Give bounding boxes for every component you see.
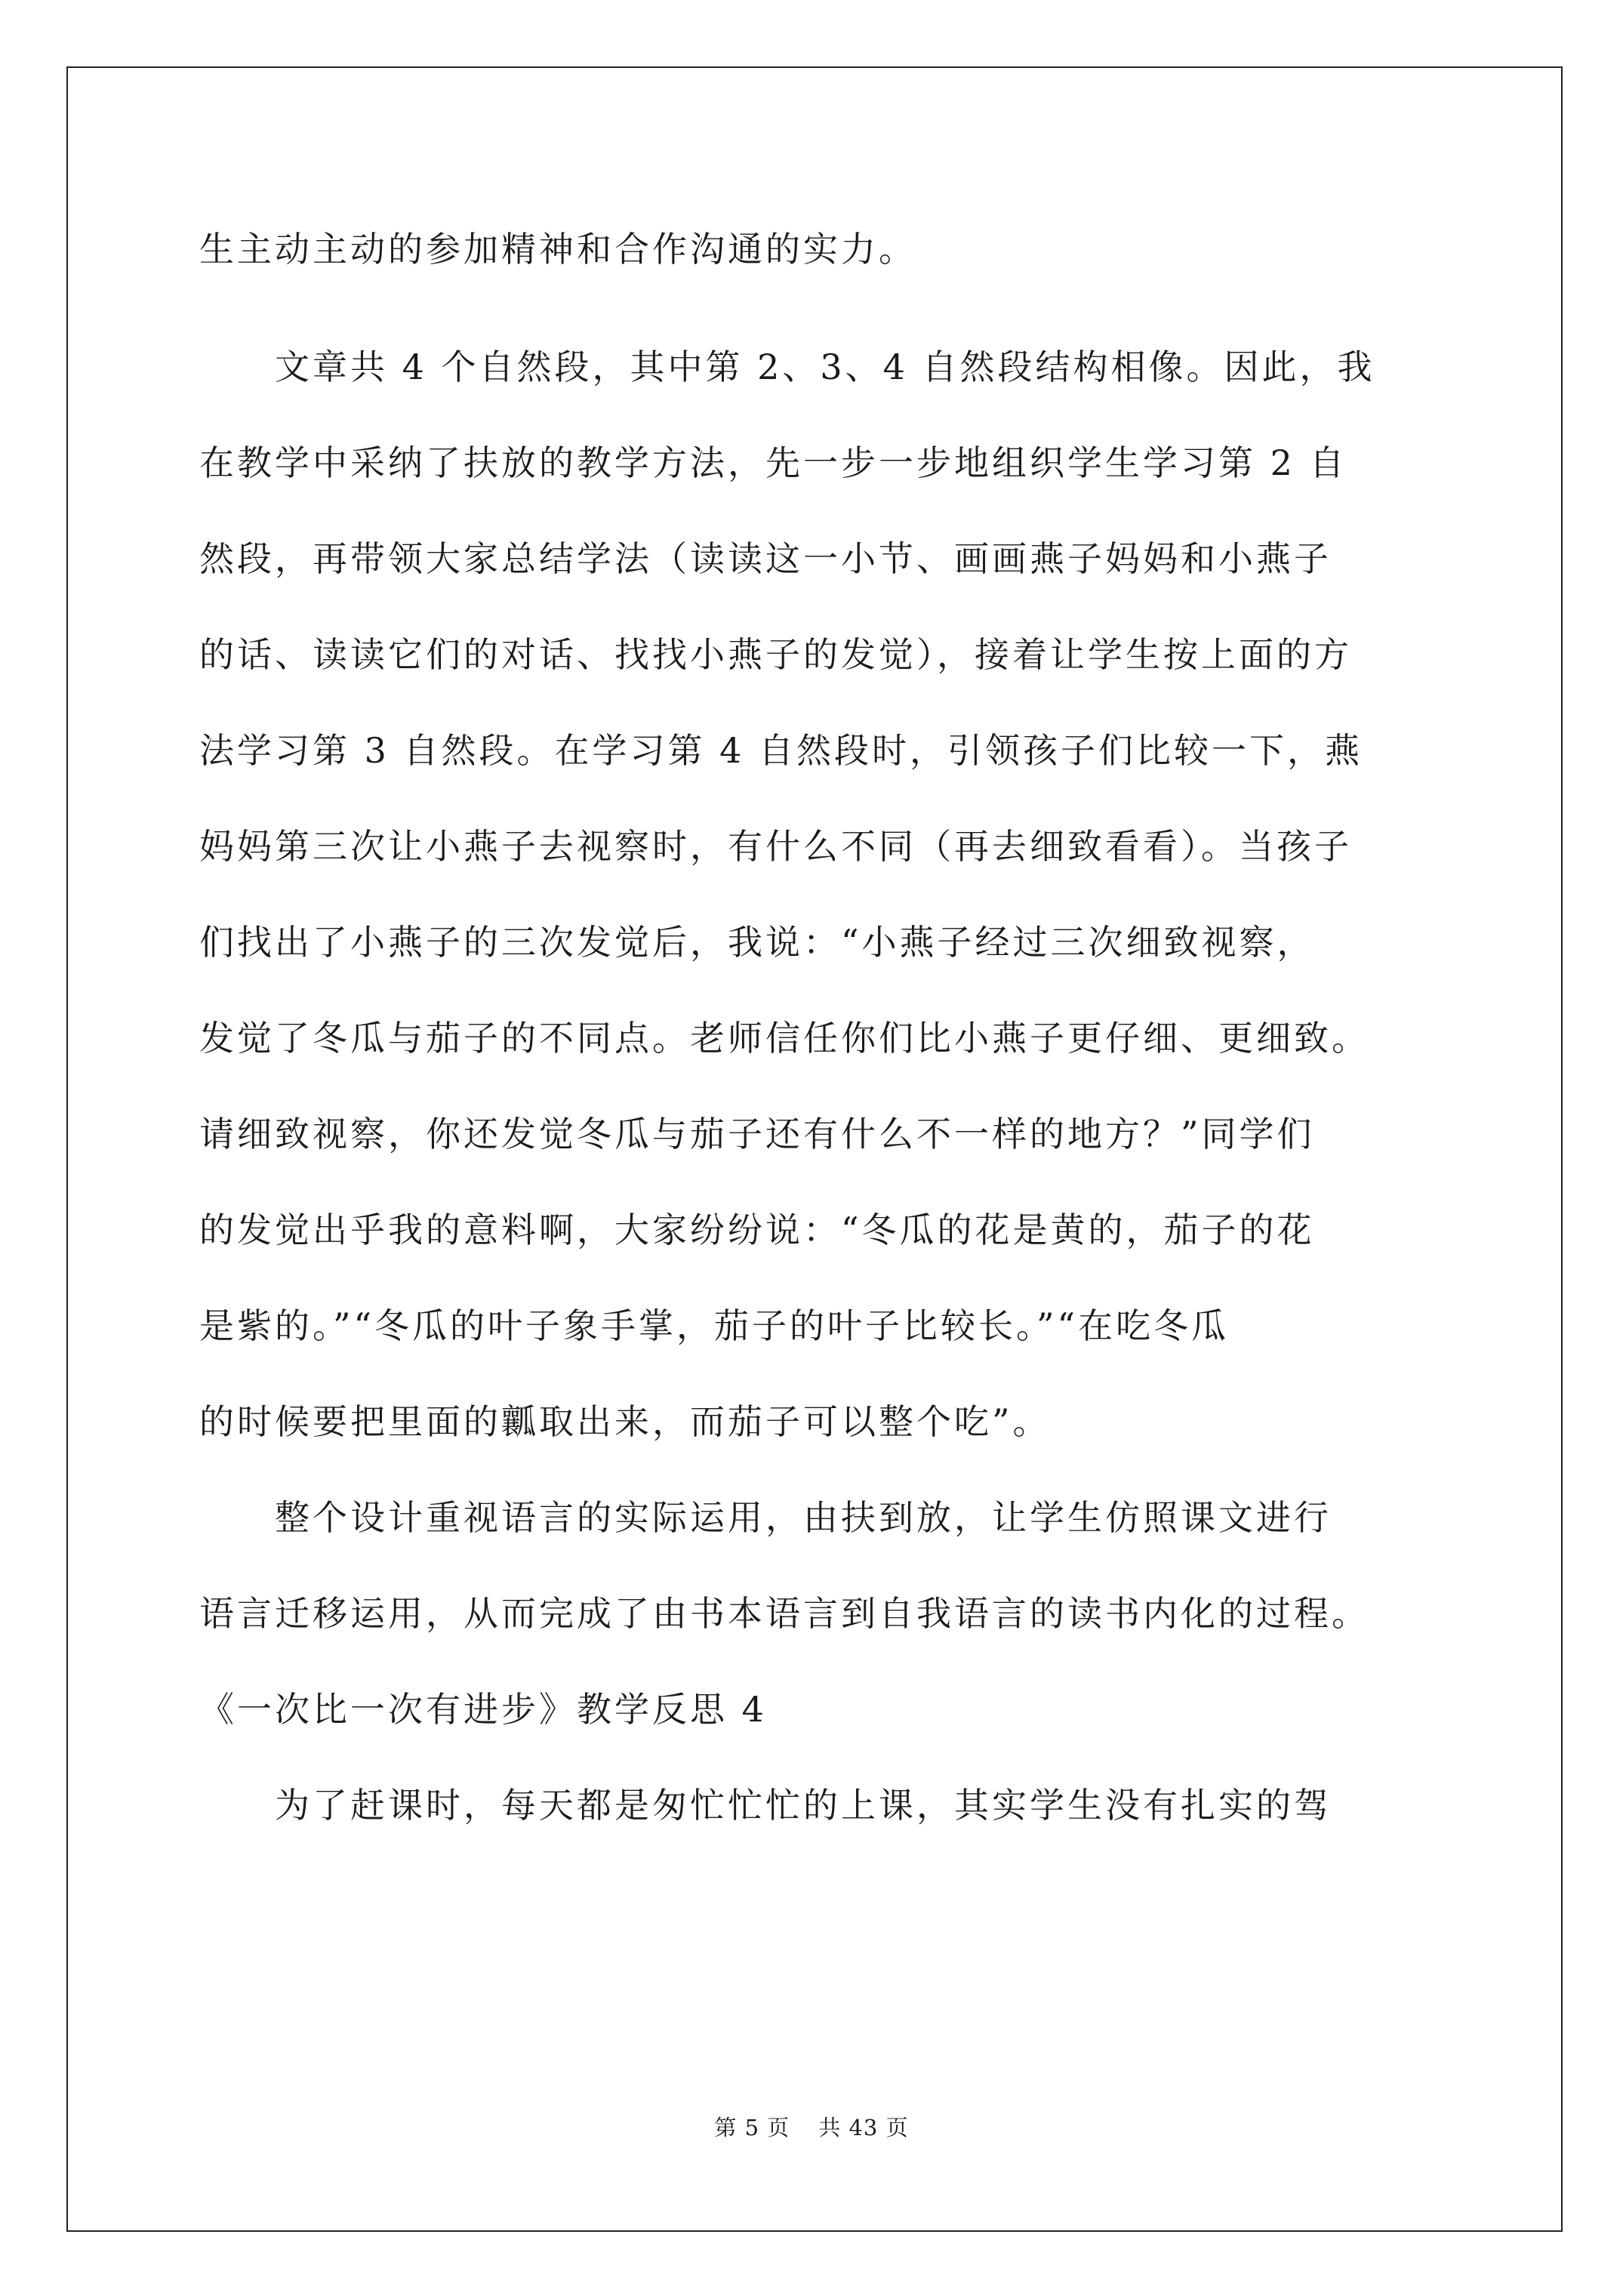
text-line: 们找出了小燕子的三次发觉后，我说：“小燕子经过三次细致视察， xyxy=(199,922,1315,963)
text-line: 在教学中采纳了扶放的教学方法，先一步一步地组织学生学习第 2 自 xyxy=(199,442,1347,483)
text-line: 法学习第 3 自然段。在学习第 4 自然段时，引领孩子们比较一下，燕 xyxy=(199,730,1363,771)
text-line: 然段，再带领大家总结学法（读读这一小节、画画燕子妈妈和小燕子 xyxy=(199,538,1332,579)
page-footer xyxy=(0,2113,1623,2143)
text-line: 请细致视察，你还发觉冬瓜与茄子还有什么不一样的地方？”同学们 xyxy=(199,1114,1315,1154)
text-line: 文章共 4 个自然段，其中第 2、3、4 自然段结构相像。因此，我 xyxy=(199,347,1375,387)
text-line: 整个设计重视语言的实际运用，由扶到放，让学生仿照课文进行 xyxy=(199,1497,1332,1538)
page-total: 共 43 页 xyxy=(818,2115,909,2140)
text-line: 的话、读读它们的对话、找找小燕子的发觉），接着让学生按上面的方 xyxy=(199,634,1352,675)
text-line: 语言迁移运用，从而完成了由书本语言到自我语言的读书内化的过程。 xyxy=(199,1593,1369,1634)
text-line: 生主动主动的参加精神和合作沟通的实力。 xyxy=(199,229,916,270)
text-line: 妈妈第三次让小燕子去视察时，有什么不同（再去细致看看）。当孩子 xyxy=(199,826,1352,867)
text-line: 的时候要把里面的瓤取出来，而茄子可以整个吃”。 xyxy=(199,1401,1051,1442)
text-line: 是紫的。”“冬瓜的叶子象手掌，茄子的叶子比较长。”“在吃冬瓜 xyxy=(199,1305,1230,1346)
text-line: 的发觉出乎我的意料啊，大家纷纷说：“冬瓜的花是黄的，茄子的花 xyxy=(199,1210,1315,1250)
text-line: 为了赶课时，每天都是匆忙忙忙的上课，其实学生没有扎实的驾 xyxy=(199,1785,1332,1826)
page-number: 第 5 页 xyxy=(714,2115,790,2140)
section-heading: 《一次比一次有进步》教学反思 4 xyxy=(199,1689,767,1730)
text-line: 发觉了冬瓜与茄子的不同点。老师信任你们比小燕子更仔细、更细致。 xyxy=(199,1018,1369,1059)
